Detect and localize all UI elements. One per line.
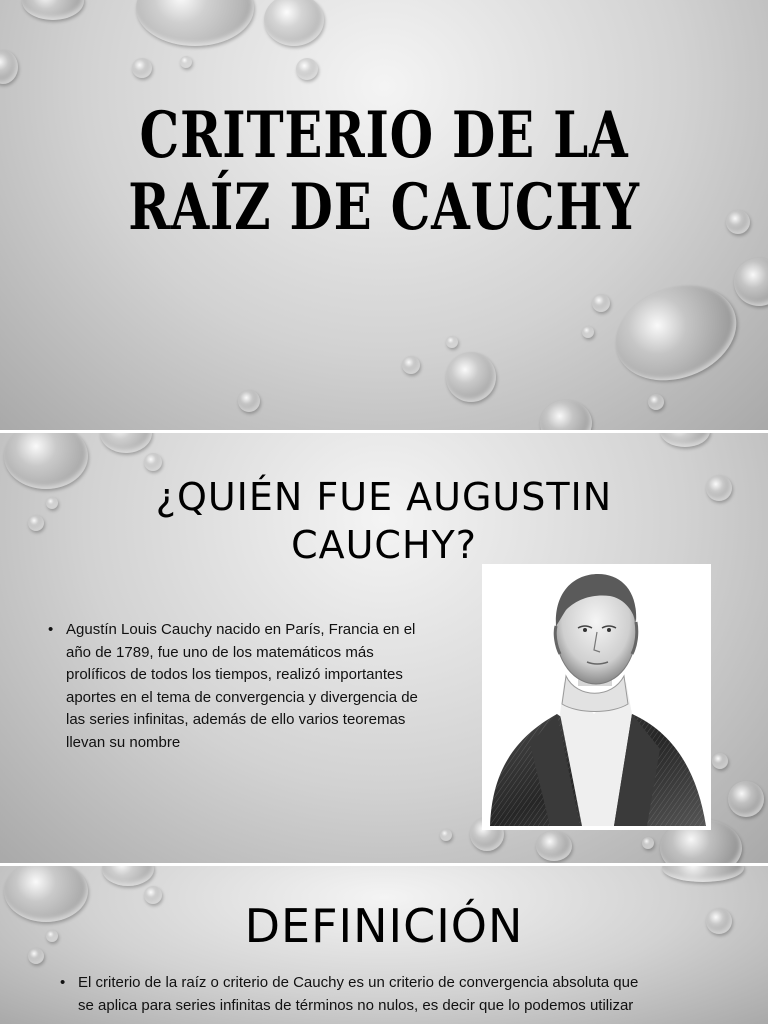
slide-title-line: CRITERIO DE LA xyxy=(139,98,629,173)
bullet-text xyxy=(78,972,638,1017)
slide-title-line: ¿QUIÉN FUE AUGUSTIN xyxy=(155,475,613,519)
definition-bullet xyxy=(60,972,700,1017)
bullet-line: El criterio de la raíz o criterio de Cauchy es un criterio de convergencia absoluta que xyxy=(78,974,639,991)
bullet-marker: • xyxy=(60,974,66,991)
water-drop xyxy=(264,0,324,46)
water-drop xyxy=(296,58,318,80)
bullet-line: se aplica para series infinitas de términos no nulos, es decir que lo podemos utilizar xyxy=(78,996,634,1014)
cauchy-portrait-image xyxy=(482,564,711,830)
bullet-line: prolíficos de todos los tiempos, realizó importantes xyxy=(66,666,403,683)
water-drop xyxy=(180,56,192,68)
slide-title: DEFINICIÓN xyxy=(244,899,524,953)
water-drop xyxy=(402,356,420,374)
water-drop xyxy=(536,831,572,861)
water-drop xyxy=(440,829,452,841)
biography-bullet xyxy=(48,619,448,754)
water-drop xyxy=(446,336,458,348)
portrait-engraving xyxy=(482,564,711,830)
water-drop xyxy=(602,270,749,397)
biography-slide xyxy=(0,433,768,863)
bullet-marker: • xyxy=(48,621,54,638)
slide-title xyxy=(60,473,708,569)
water-drop xyxy=(540,400,592,430)
bullet-line: aportes en el tema de convergencia y divergencia de xyxy=(66,688,418,706)
water-drop xyxy=(706,475,732,501)
water-drop xyxy=(726,210,750,234)
water-drop xyxy=(28,515,44,531)
water-drop xyxy=(642,837,654,849)
water-drop xyxy=(712,753,728,769)
bullet-line: año de 1789, fue uno de los matemáticos más xyxy=(66,643,374,661)
bullet-text xyxy=(66,619,418,754)
water-drop xyxy=(238,390,260,412)
water-drop xyxy=(734,258,768,306)
water-drop xyxy=(446,352,496,402)
water-drop xyxy=(582,326,594,338)
water-drop xyxy=(46,497,58,509)
bullet-line: las series infinitas, además de ello varios teoremas xyxy=(66,711,406,728)
water-drop xyxy=(660,433,710,447)
definition-slide xyxy=(0,866,768,1024)
water-drop xyxy=(144,453,162,471)
slide-title xyxy=(84,100,683,244)
water-drop xyxy=(0,50,18,84)
water-drop xyxy=(728,781,764,817)
water-drop xyxy=(132,58,152,78)
water-drop xyxy=(648,394,664,410)
water-drop xyxy=(662,866,744,882)
water-drop xyxy=(592,294,610,312)
slide-title-line: RAÍZ DE CAUCHY xyxy=(128,170,640,245)
water-drop xyxy=(102,866,154,886)
bullet-line: Agustín Louis Cauchy nacido en París, Francia en el xyxy=(66,621,416,638)
title-slide xyxy=(0,0,768,430)
slide-title-line: CAUCHY? xyxy=(291,523,477,567)
bullet-line: llevan su nombre xyxy=(66,733,181,751)
water-drop xyxy=(100,433,152,453)
water-drop xyxy=(22,0,84,20)
water-drop xyxy=(136,0,254,46)
